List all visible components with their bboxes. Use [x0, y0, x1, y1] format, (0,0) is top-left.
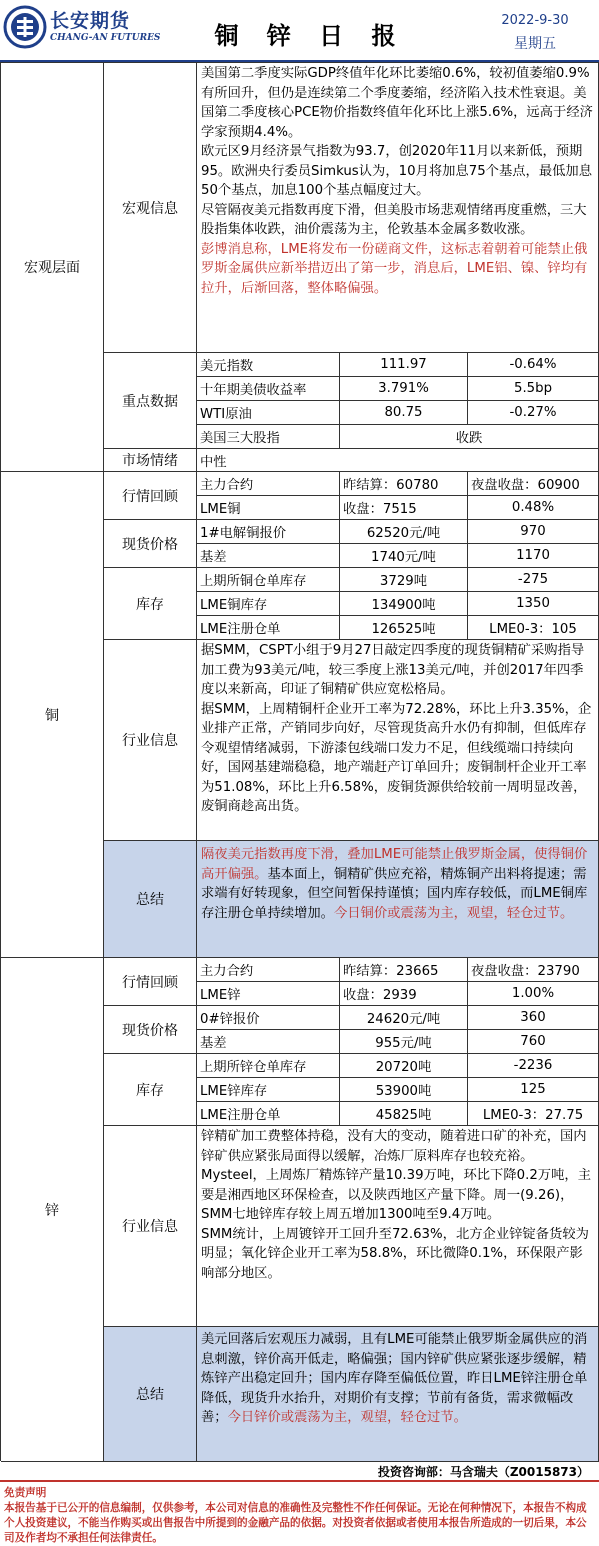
company-name-en: CHANG-AN FUTURES	[50, 33, 161, 43]
zinc-inventory-label: 库存	[104, 1054, 197, 1126]
copper-lme-change: 0.48%	[468, 496, 599, 520]
report-table	[0, 62, 599, 1461]
copper-lmereg-change: LME0-3：105	[468, 616, 599, 640]
copper-summary-body: 基本面上，铜精矿供应充裕，精炼铜产出料将提速；需求端有好转现象，但空间暂保持谨慎；国内库存较低，而LME铜库存注册仓单持续增加。	[201, 866, 588, 921]
zinc-review-label: 行情回顾	[104, 958, 197, 1006]
zinc-shfe-name: 上期所锌仓单库存	[197, 1054, 340, 1078]
copper-industry-label: 行业信息	[104, 640, 197, 841]
zinc-lme-change: 1.00%	[468, 982, 599, 1006]
section-copper: 铜	[1, 472, 104, 958]
copper-lmeinv-name: LME铜库存	[197, 592, 340, 616]
zinc-lmereg-change: LME0-3：27.75	[468, 1102, 599, 1126]
zinc-spot-change: 360	[468, 1006, 599, 1030]
treasury-yield-name: 十年期美债收益率	[197, 377, 340, 401]
disclaimer	[0, 1484, 599, 1546]
copper-lmeinv-value: 134900吨	[340, 592, 468, 616]
section-zinc: 锌	[1, 958, 104, 1462]
copper-industry-paragraph-2: 据SMM，上周精铜杆企业开工率为72.28%，环比上升3.35%，企业排产正常，产销同步向好，尽管现货高升水仍有抑制，但低库存令观望情绪减弱，下游漆包线端口发力不足，但线缆端口持续向好，国网基建端稳稳，地产端赶产订单回升；废铜制杆企业开工率为51.08%，环比上升6.58%，废铜货源供给较前一周明显改善，废铜商趁高出货。	[201, 701, 592, 814]
zinc-main-night: 夜盘收盘：23790	[468, 958, 599, 982]
copper-shfe-value: 3729吨	[340, 568, 468, 592]
macro-info-text	[197, 63, 599, 353]
treasury-yield-value: 3.791%	[340, 377, 468, 401]
sentiment-label: 市场情绪	[104, 449, 197, 472]
zinc-lmeinv-name: LME锌库存	[197, 1078, 340, 1102]
dollar-index-name: 美元指数	[197, 353, 340, 377]
zinc-industry-paragraph-2: SMM统计，上周镀锌开工回升至72.63%，北方企业锌锭备货较为明显；氧化锌企业开工率为58.8%，环比微降0.1%，环保限产影响部分地区。	[201, 1226, 589, 1281]
copper-summary-lead: 隔夜美元指数再度下滑，叠加LME可能禁止俄罗斯金属，使得铜价高开偏强。	[201, 847, 588, 882]
company-name-cn: 长安期货	[50, 10, 131, 32]
zinc-lmereg-name: LME注册仓单	[197, 1102, 340, 1126]
zinc-lme-close: 收盘：2939	[340, 982, 468, 1006]
zinc-industry-label: 行业信息	[104, 1126, 197, 1327]
macro-paragraph-3: 尽管隔夜美元指数再度下滑，但美股市场悲观情绪再度重燃，三大股指集体收跌，油价震荡为主，伦敦基本金属多数收涨。	[201, 202, 587, 237]
zinc-spot-name: 0#锌报价	[197, 1006, 340, 1030]
copper-shfe-name: 上期所铜仓单库存	[197, 568, 340, 592]
wti-oil-change: -0.27%	[468, 401, 599, 425]
copper-summary-label: 总结	[104, 841, 197, 958]
copper-basis-name: 基差	[197, 544, 340, 568]
copper-lme-name: LME铜	[197, 496, 340, 520]
copper-spot-change: 970	[468, 520, 599, 544]
copper-main-settle: 昨结算：60780	[340, 472, 468, 496]
zinc-industry-text	[197, 1126, 599, 1327]
zinc-summary-label: 总结	[104, 1327, 197, 1462]
zinc-basis-name: 基差	[197, 1030, 340, 1054]
zinc-summary-body: 美元回落后宏观压力减弱，且有LME可能禁止俄罗斯金属供应的消息刺激，锌价高开低走，略偏强；国内锌矿供应紧张逐步缓解，精炼锌产出稳定回升；国内库存降至偏低位置，昨日LME锌注册仓单降低，现货升水抬升，对期价有支撑；节前有备货，需求微幅改善；	[201, 1332, 588, 1425]
consultant-line: 投资咨询部：马含瑞夫（Z0015873）	[0, 1462, 599, 1482]
zinc-main-settle: 昨结算：23665	[340, 958, 468, 982]
sentiment-value: 中性	[197, 449, 599, 472]
zinc-industry-paragraph-1: 锌精矿加工费整体持稳，没有大的变动，随着进口矿的补充，国内锌矿供应紧张局面得以缓解，冶炼厂原料库存也较充裕。Mysteel，上周炼厂精炼锌产量10.39万吨，环比下降0.2万吨，主要是湘西地区环保检查，以及陕西地区产量下降。周一(9.26)，SMM七地锌库存较上周五增加1300吨至9.4万吨。	[201, 1129, 591, 1222]
zinc-basis-change: 760	[468, 1030, 599, 1054]
copper-summary-text	[197, 841, 599, 958]
us-stocks-name: 美国三大股指	[197, 425, 340, 449]
copper-lmeinv-change: 1350	[468, 592, 599, 616]
zinc-shfe-change: -2236	[468, 1054, 599, 1078]
copper-lmereg-name: LME注册仓单	[197, 616, 340, 640]
copper-industry-text	[197, 640, 599, 841]
copper-main-night: 夜盘收盘：60900	[468, 472, 599, 496]
zinc-lmeinv-value: 53900吨	[340, 1078, 468, 1102]
macro-paragraph-1: 美国第二季度实际GDP终值年化环比萎缩0.6%，较初值萎缩0.9%有所回升，但仍是连续第二个季度萎缩，经济陷入技术性衰退。美国第二季度核心PCE物价指数终值年化环比上涨5.6%，远高于经济学家预期4.4%。	[201, 66, 593, 140]
treasury-yield-change: 5.5bp	[468, 377, 599, 401]
disclaimer-title: 免责声明	[4, 1487, 47, 1499]
dollar-index-change: -0.64%	[468, 353, 599, 377]
copper-summary-conclusion: 今日铜价或震荡为主，观望，轻仓过节。	[333, 905, 574, 921]
copper-spot-value: 62520元/吨	[340, 520, 468, 544]
macro-paragraph-4: 彭博消息称，LME将发布一份磋商文件，这标志着朝着可能禁止俄罗斯金属供应新举措迈出了第一步，消息后，LME铝、镍、锌均有拉升，后渐回落，整体略偏强。	[201, 241, 588, 296]
copper-lmereg-value: 126525吨	[340, 616, 468, 640]
copper-industry-paragraph-1: 据SMM，CSPT小组于9月27日敲定四季度的现货铜精矿采购指导加工费为93美元/吨，较三季度上涨13美元/吨，并创2017年四季度以来新高，印证了铜精矿供应宽松格局。	[201, 643, 585, 697]
zinc-lmereg-value: 45825吨	[340, 1102, 468, 1126]
copper-spot-label: 现货价格	[104, 520, 197, 568]
wti-oil-name: WTI原油	[197, 401, 340, 425]
report-title: 铜 锌 日 报	[214, 22, 406, 50]
changan-logo-icon	[3, 5, 47, 49]
copper-shfe-change: -275	[468, 568, 599, 592]
wti-oil-value: 80.75	[340, 401, 468, 425]
copper-basis-change: 1170	[468, 544, 599, 568]
report-header	[0, 0, 599, 62]
zinc-basis-value: 955元/吨	[340, 1030, 468, 1054]
section-macro: 宏观层面	[1, 63, 104, 472]
report-weekday: 星期五	[514, 36, 556, 52]
copper-main-contract: 主力合约	[197, 472, 340, 496]
report-date: 2022-9-30	[501, 13, 569, 28]
copper-inventory-label: 库存	[104, 568, 197, 640]
disclaimer-text: 本报告基于已公开的信息编制，仅供参考，本公司对信息的准确性及完整性不作任何保证。无论在何种情况下，本报告不构成个人投资建议，不能当作购买或出售报告中所提到的金融产品的依据。对投资者依据或者使用本报告所造成的一切后果，本公司及作者均不承担任何法律责任。	[4, 1502, 587, 1544]
macro-key-label: 重点数据	[104, 353, 197, 449]
zinc-lme-name: LME锌	[197, 982, 340, 1006]
zinc-spot-value: 24620元/吨	[340, 1006, 468, 1030]
zinc-summary-conclusion: 今日锌价或震荡为主，观望，轻仓过节。	[227, 1410, 467, 1425]
macro-paragraph-2: 欧元区9月经济景气指数为93.7，创2020年11月以来新低，预期95。欧洲央行委员Simkus认为，10月将加息75个基点，最低加息50个基点，加息100个基点幅度过大。	[201, 144, 593, 198]
copper-review-label: 行情回顾	[104, 472, 197, 520]
zinc-spot-label: 现货价格	[104, 1006, 197, 1054]
copper-lme-close: 收盘：7515	[340, 496, 468, 520]
dollar-index-value: 111.97	[340, 353, 468, 377]
copper-basis-value: 1740元/吨	[340, 544, 468, 568]
zinc-shfe-value: 20720吨	[340, 1054, 468, 1078]
zinc-summary-text	[197, 1327, 599, 1462]
zinc-lmeinv-change: 125	[468, 1078, 599, 1102]
zinc-main-contract: 主力合约	[197, 958, 340, 982]
macro-info-label: 宏观信息	[104, 63, 197, 353]
us-stocks-value: 收跌	[340, 425, 599, 449]
copper-spot-name: 1#电解铜报价	[197, 520, 340, 544]
